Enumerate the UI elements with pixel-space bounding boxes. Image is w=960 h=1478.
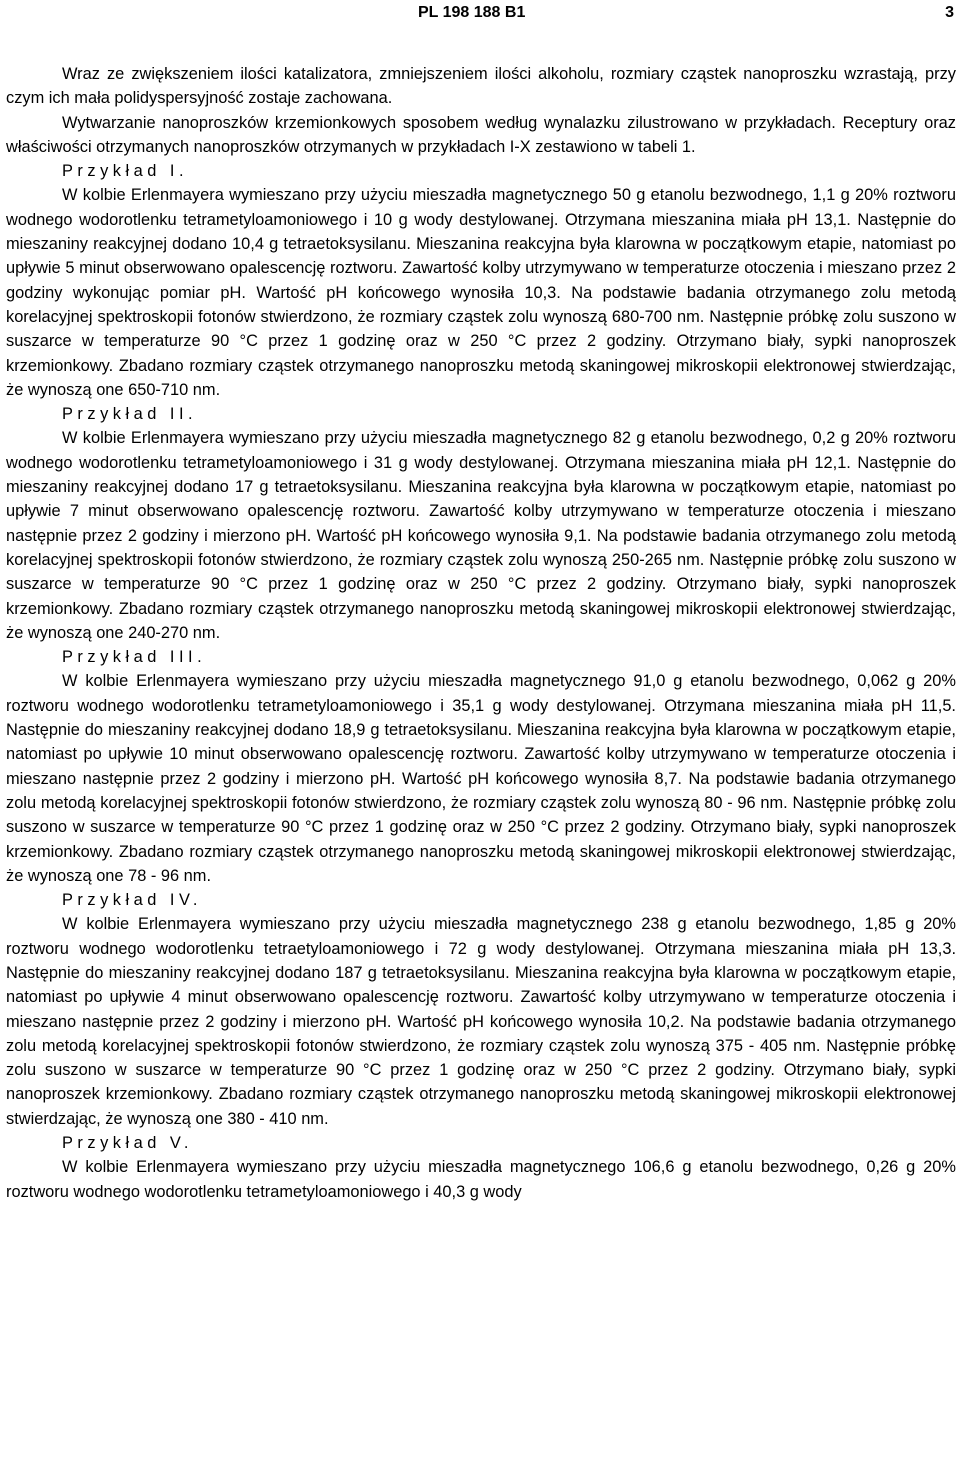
example-paragraph-3: W kolbie Erlenmayera wymieszano przy użyciu mieszadła magnetycznego 91,0 g etanolu bezwodnego, 0,062 g 20% roztworu wodnego wodorotlenku tetrametyloamoniowego i 35,1 g wody destylowanej. Otrzymana mieszanina miała pH 11,5. Następnie do mieszaniny reakcyjnej dodano 18,9 g tetraetoksysilanu. Mieszanina reakcyjna była klarowna w początkowym etapie, natomiast po upływie 10 minut obserwowano opalescencję roztworu. Zawartość kolby utrzymywano w temperaturze otoczenia i mieszano następnie przez 2 godziny i mierzono pH. Wartość pH końcowego wynosiła 8,7. Na podstawie badania otrzymanego zolu metodą korelacyjnej spektroskopii fotonów stwierdzono, że rozmiary cząstek zolu wynoszą 80 - 96 nm. Następnie próbkę zolu suszono w suszarce w temperaturze 90 °C przez 1 godzinę oraz w 250 °C przez 2 godziny. Otrzymano biały, sypki nanoproszek krzemionkowy. Zbadano rozmiary cząstek otrzymanego nanoproszku metodą skaningowej mikroskopii elektronowej stwierdzając, że wynoszą one 78 - 96 nm. — [6, 672, 956, 885]
page-header — [0, 0, 960, 26]
document-body — [6, 62, 956, 1204]
example-heading-5: Przykład V. — [62, 1134, 193, 1153]
example-heading-3: Przykład III. — [62, 648, 207, 667]
example-heading-4: Przykład IV. — [62, 891, 202, 910]
example-heading-1: Przykład I. — [62, 162, 189, 181]
example-paragraph-2: W kolbie Erlenmayera wymieszano przy użyciu mieszadła magnetycznego 82 g etanolu bezwodnego, 0,2 g 20% roztworu wodnego wodorotlenku tetrametyloamoniowego i 31 g wody destylowanej. Otrzymana mieszanina miała pH 12,1. Następnie do mieszaniny reakcyjnej dodano 17 g tetraetoksysilanu. Mieszanina reakcyjna była klarowna w początkowym etapie, natomiast po upływie 7 minut obserwowano opalescencję roztworu. Zawartość kolby utrzymywano w temperaturze otoczenia i mieszano następnie przez 2 godziny i mierzono pH. Wartość pH końcowego wynosiła 9,1. Na podstawie badania otrzymanego zolu metodą korelacyjnej spektroskopii fotonów stwierdzono, że rozmiary cząstek zolu wynoszą 250-265 nm. Następnie próbkę zolu suszono w suszarce w temperaturze 90 °C przez 1 godzinę oraz w 250 °C przez 2 godziny. Otrzymano biały, sypki nanoproszek krzemionkowy. Zbadano rozmiary cząstek otrzymanego nanoproszku metodą skaningowej mikroskopii elektronowej stwierdzając, że wynoszą one 240-270 nm. — [6, 429, 956, 642]
document-code: PL 198 188 B1 — [418, 4, 526, 21]
example-heading-2: Przykład II. — [62, 405, 198, 424]
page-number: 3 — [945, 4, 954, 21]
example-paragraph-1: W kolbie Erlenmayera wymieszano przy użyciu mieszadła magnetycznego 50 g etanolu bezwodnego, 1,1 g 20% roztworu wodnego wodorotlenku tetrametyloamoniowego i 10 g wody destylowanej. Otrzymana mieszanina miała pH 13,1. Następnie do mieszaniny reakcyjnej dodano 10,4 g tetraetoksysilanu. Mieszanina reakcyjna była klarowna w początkowym etapie, natomiast po upływie 5 minut obserwowano opalescencję roztworu. Zawartość kolby utrzymywano w temperaturze otoczenia i mieszano przez 2 godziny wykonując pomiar pH. Wartość pH końcowego wynosiła 10,3. Na podstawie badania otrzymanego zolu metodą korelacyjnej spektroskopii fotonów stwierdzono, że rozmiary cząstek zolu wynoszą 680-700 nm. Następnie próbkę zolu suszono w suszarce w temperaturze 90 °C przez 1 godzinę oraz w 250 °C przez 2 godziny. Otrzymano biały, sypki nanoproszek krzemionkowy. Zbadano rozmiary cząstek otrzymanego nanoproszku metodą skaningowej mikroskopii elektronowej stwierdzając, że wynoszą one 650-710 nm. — [6, 186, 956, 399]
paragraph-intro: Wraz ze zwiększeniem ilości katalizatora, zmniejszeniem ilości alkoholu, rozmiary cząstek nanoproszku wzrastają, przy czym ich mała polidyspersyjność zostaje zachowana. — [6, 65, 956, 108]
paragraph-examples-intro: Wytwarzanie nanoproszków krzemionkowych sposobem według wynalazku zilustrowano w przykładach. Receptury oraz właściwości otrzymanych nanoproszków otrzymanych w przykładach I-X zestawiono w tabeli 1. — [6, 113, 956, 156]
example-paragraph-5: W kolbie Erlenmayera wymieszano przy użyciu mieszadła magnetycznego 106,6 g etanolu bezwodnego, 0,26 g 20% roztworu wodnego wodorotlenku tetrametyloamoniowego i 40,3 g wody — [6, 1158, 956, 1201]
example-paragraph-4: W kolbie Erlenmayera wymieszano przy użyciu mieszadła magnetycznego 238 g etanolu bezwodnego, 1,85 g 20% roztworu wodnego wodorotlenku tetraetyloamoniowego i 72 g wody destylowanej. Otrzymana mieszanina miała pH 13,3. Następnie do mieszaniny reakcyjnej dodano 187 g tetraetoksysilanu. Mieszanina reakcyjna była klarowna w początkowym etapie, natomiast po upływie 4 minut obserwowano opalescencję roztworu. Zawartość kolby utrzymywano w temperaturze otoczenia i mieszano następnie przez 2 godziny i mierzono pH. Wartość pH końcowego wynosiła 10,2. Na podstawie badania otrzymanego zolu metodą korelacyjnej spektroskopii fotonów stwierdzono, że rozmiary cząstek zolu wynoszą 375 - 405 nm. Następnie próbkę zolu suszono w suszarce w temperaturze 90 °C przez 1 godzinę oraz w 250 °C przez 2 godziny. Otrzymano biały, sypki nanoproszek krzemionkowy. Zbadano rozmiary cząstek otrzymanego nanoproszku metodą skaningowej mikroskopii elektronowej stwierdzając, że wynoszą one 380 - 410 nm. — [6, 915, 956, 1128]
